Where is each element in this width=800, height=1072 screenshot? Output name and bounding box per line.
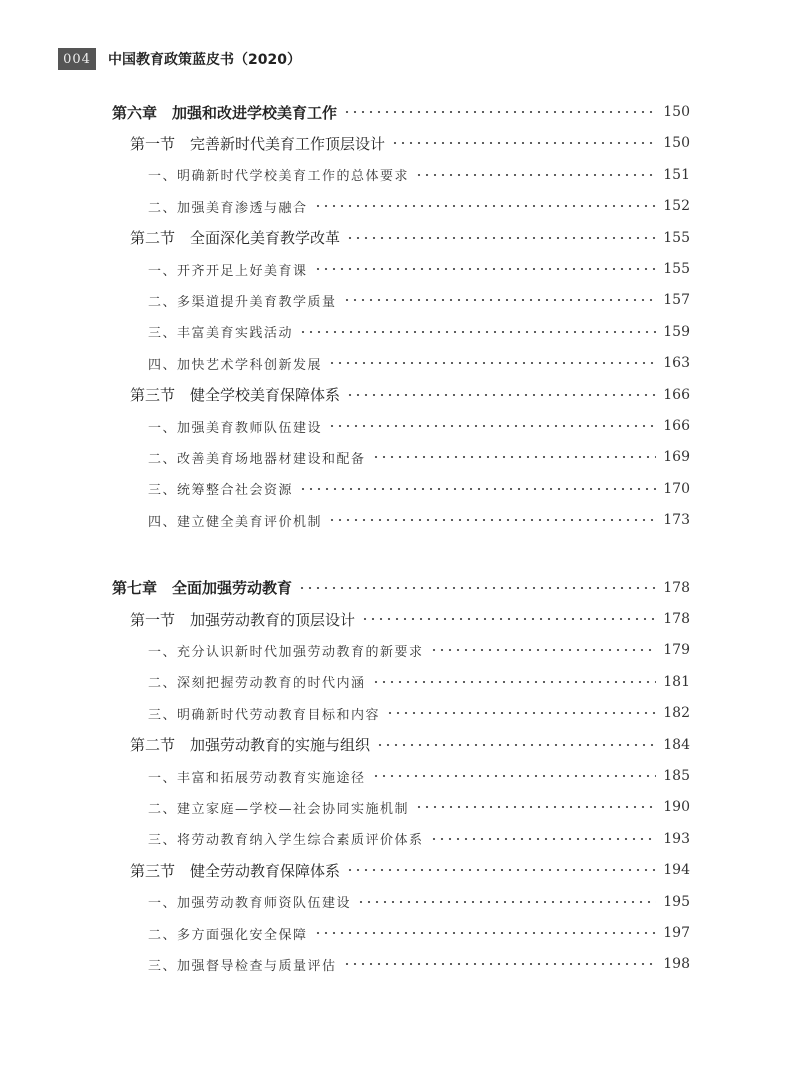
toc-entry-title: 二、加强美育渗透与融合 [148,200,308,216]
toc-entry-page: 181 [663,673,690,690]
toc-entry-sub[interactable] [148,475,690,503]
dot-leader [343,299,656,301]
dot-leader [372,681,656,683]
dot-leader [346,237,656,239]
toc-entry-sub[interactable] [148,318,690,346]
toc-entry-title: 一、开齐开足上好美育课 [148,263,308,279]
toc-entry-page: 184 [663,736,690,753]
dot-leader [299,331,656,333]
toc-entry-title: 三、将劳动教育纳入学生综合素质评价体系 [148,833,424,849]
toc-entry-page: 150 [663,135,690,152]
toc-entry-page: 170 [663,480,690,497]
dot-leader [314,268,656,270]
toc-entry-title: 第六章 加强和改进学校美育工作 [112,103,338,122]
dot-leader [430,649,656,651]
dot-leader [391,142,656,144]
toc-entry-title: 二、多渠道提升美育教学质量 [148,294,337,310]
toc-entry-page: 163 [663,355,690,372]
toc-entry-sub[interactable] [148,443,690,471]
toc-entry-title: 一、加强美育教师队伍建设 [148,420,323,436]
dot-leader [430,838,656,840]
toc-entry-page: 157 [663,292,690,309]
dot-leader [376,744,656,746]
dot-leader [372,456,656,458]
toc-entry-page: 178 [663,611,690,627]
toc-entry-sub[interactable] [148,255,690,283]
toc-entry-title: 二、改善美育场地器材建设和配备 [148,451,366,467]
toc-entry-title: 第一节 完善新时代美育工作顶层设计 [130,134,386,153]
toc-entry-page: 182 [663,705,690,722]
toc-entry-page: 193 [663,830,690,847]
toc-entry-title: 第三节 健全劳动教育保障体系 [130,861,341,880]
toc-entry-title: 第一节 加强劳动教育的顶层设计 [130,610,356,629]
toc-entry-title: 一、明确新时代学校美育工作的总体要求 [148,169,410,185]
dot-leader [314,205,656,207]
toc-entry-page: 166 [663,386,690,403]
toc-entry-title: 二、多方面强化安全保障 [148,927,308,943]
toc-entry-page: 173 [663,512,690,529]
dot-leader [346,869,656,871]
dot-leader [343,963,656,965]
toc-entry-title: 一、丰富和拓展劳动教育实施途径 [148,770,366,786]
toc-entry-title: 三、明确新时代劳动教育目标和内容 [148,707,381,723]
toc-entry-page: 159 [663,323,690,340]
toc-entry-title: 二、深刻把握劳动教育的时代内涵 [148,676,366,692]
toc-entry-page: 194 [663,862,690,879]
toc-entry-sub[interactable] [148,412,690,440]
toc-entry-page: 197 [663,925,690,941]
toc-entry-title: 三、统筹整合社会资源 [148,483,294,499]
dot-leader [343,111,656,113]
toc-entry-page: 152 [663,198,690,215]
toc-entry-title: 一、充分认识新时代加强劳动教育的新要求 [148,644,424,660]
toc-entry-sub[interactable] [148,950,690,978]
dot-leader [415,174,656,176]
toc-entry-sub[interactable] [148,793,690,821]
toc-entry-page: 150 [663,104,690,120]
toc-entry-page: 178 [663,579,690,596]
dot-leader [361,618,656,620]
toc-entry-title: 四、建立健全美育评价机制 [148,514,323,530]
toc-entry-section[interactable] [130,605,690,633]
toc-entry-sub[interactable] [148,506,690,534]
toc-entry-sub[interactable] [148,286,690,314]
toc-entry-chapter[interactable] [112,574,690,602]
toc-entry-section[interactable] [130,129,690,157]
dot-leader [328,425,656,427]
toc-entry-page: 195 [663,893,690,910]
toc-entry-sub[interactable] [148,762,690,790]
toc-entry-section[interactable] [130,731,690,759]
toc-entry-sub[interactable] [148,192,690,220]
toc-entry-page: 190 [663,799,690,816]
toc-entry-page: 166 [663,418,690,434]
toc-entry-page: 185 [663,768,690,784]
toc-entry-title: 四、加快艺术学科创新发展 [148,357,323,373]
toc-entry-sub[interactable] [148,668,690,696]
toc-entry-title: 第二节 全面深化美育教学改革 [130,229,341,248]
toc-entry-title: 第七章 全面加强劳动教育 [112,579,293,598]
dot-leader [346,394,656,396]
dot-leader [386,712,656,714]
toc-entry-page: 155 [663,229,690,246]
dot-leader [357,901,656,903]
toc-entry-section[interactable] [130,856,690,884]
toc-entry-sub[interactable] [148,888,690,916]
toc-entry-page: 169 [663,449,690,466]
toc-entry-sub[interactable] [148,349,690,377]
toc-entry-title: 第二节 加强劳动教育的实施与组织 [130,736,371,755]
toc-entry-title: 第三节 健全学校美育保障体系 [130,386,341,405]
toc-entry-section[interactable] [130,224,690,252]
dot-leader [298,587,656,589]
toc-entry-page: 198 [663,956,690,973]
toc-entry-page: 179 [663,642,690,659]
book-title: 中国教育政策蓝皮书（2020） [108,52,301,68]
toc-entry-sub[interactable] [148,699,690,727]
dot-leader [299,488,656,490]
dot-leader [372,775,656,777]
toc-entry-sub[interactable] [148,919,690,947]
toc-entry-title: 二、建立家庭—学校—社会协同实施机制 [148,801,410,817]
dot-leader [328,362,656,364]
toc-entry-sub[interactable] [148,825,690,853]
toc-entry-chapter[interactable] [112,98,690,126]
toc-entry-title: 三、丰富美育实践活动 [148,326,294,342]
dot-leader [328,519,656,521]
toc-entry-title: 一、加强劳动教育师资队伍建设 [148,896,352,912]
toc-entry-page: 155 [663,261,690,277]
toc-entry-section[interactable] [130,381,690,409]
toc-entry-sub[interactable] [148,636,690,664]
toc-entry-title: 三、加强督导检查与质量评估 [148,958,337,974]
dot-leader [314,932,656,934]
dot-leader [415,806,656,808]
page-header [58,46,301,72]
toc-entry-sub[interactable] [148,161,690,189]
page-number: 004 [58,48,96,70]
toc-entry-page: 151 [663,166,690,183]
